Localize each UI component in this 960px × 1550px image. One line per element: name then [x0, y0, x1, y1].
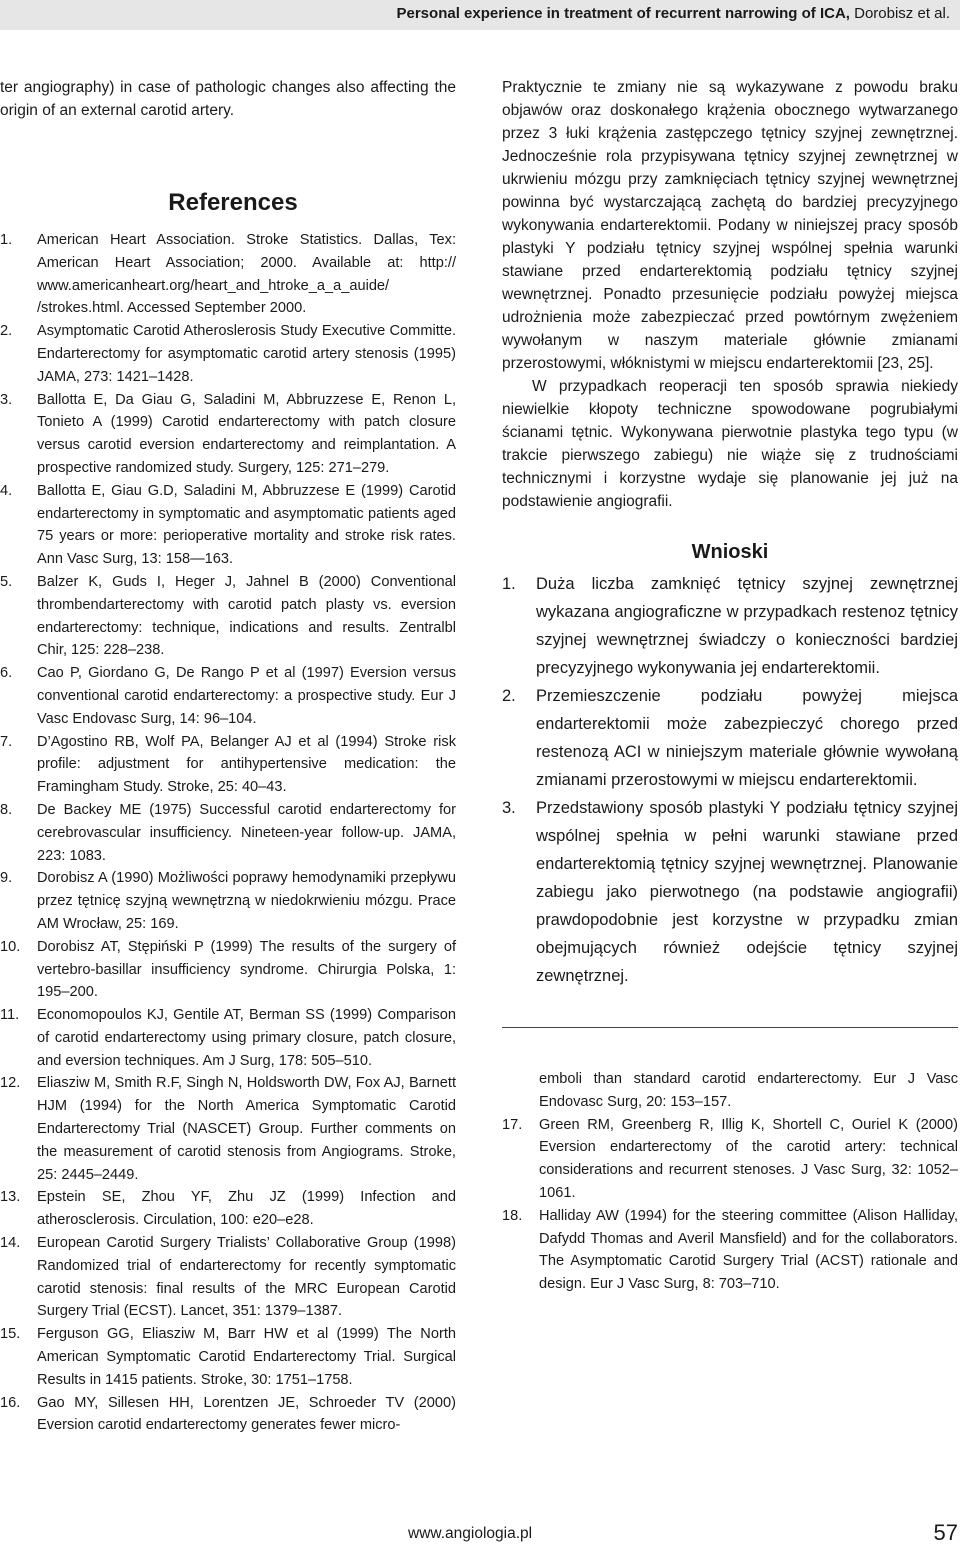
reference-number: 15.	[0, 1326, 21, 1343]
running-title-text: Personal experience in treatment of recurrent narrowing of	[396, 5, 820, 22]
reference-number: 18.	[502, 1207, 523, 1224]
references-list	[0, 229, 456, 1437]
reference-text: Epstein SE, Zhou YF, Zhu JZ (1999) Infection and atherosclerosis. Circulation, 100: e20–e28.	[37, 1189, 456, 1229]
reference-number: 4.	[0, 482, 13, 499]
reference-item	[0, 867, 456, 935]
reference-text: Asymptomatic Carotid Atheroslerosis Study Executive Committe. Endarterectomy for asymptomatic carotid artery stenosis (1995) JAMA, 273: 1421–1428.	[37, 323, 456, 385]
body-paragraph-2: W przypadkach reoperacji ten sposób sprawia niekiedy niewielkie kłopoty techniczne spowodowane pogrubiałymi ścianami tętnic. Wykonywana pierwotnie plastyka tego typu (w trakcie pierwszego zabiegu) nie wiąże się z trudnościami technicznymi i korzystne wydaje się planowanie jej już na podstawienie angiografii.	[502, 378, 958, 510]
reference-number: 1.	[0, 232, 13, 248]
reference-item	[0, 229, 456, 320]
reference-number: 10.	[0, 938, 21, 955]
left-column	[0, 76, 456, 1437]
reference-item	[0, 1004, 456, 1072]
reference-item	[0, 480, 456, 571]
reference-text: Ballotta E, Giau G.D, Saladini M, Abbruzzese E (1999) Carotid endarterectomy in symptomatic and asymptomatic patients aged 75 years or more: perioperative mortality and stroke risk rates. Ann Vasc Surg, 13: 158—163.	[37, 482, 456, 568]
reference-item	[502, 1068, 958, 1114]
conclusions-heading: Wnioski	[691, 541, 769, 563]
reference-number: 17.	[502, 1116, 523, 1133]
conclusions-list	[502, 570, 958, 990]
reference-text: Ballotta E, Da Giau G, Saladini M, Abbruzzese E, Renon L, Tonieto A (1999) Carotid endarterectomy with patch closure versus carotid eversion endarterectomy and reimplantation. A prospective randomized study. Surgery, 125: 271–279.	[37, 391, 456, 476]
reference-text: Cao P, Giordano G, De Rango P et al (1997) Eversion versus conventional carotid endarterectomy: a prospective study. Eur J Vasc Endovasc Surg, 14: 96–104.	[37, 665, 456, 727]
reference-item	[0, 1232, 456, 1323]
references-heading: References	[168, 189, 298, 216]
conclusion-item	[502, 570, 958, 682]
running-title-authors: Dorobisz et al.	[854, 5, 950, 22]
running-title-ica: ICA,	[819, 5, 855, 22]
reference-number: 6.	[0, 665, 13, 682]
reference-text: Eliasziw M, Smith R.F, Singh N, Holdsworth DW, Fox AJ, Barnett HJM (1994) for the North America Symptomatic Carotid Endarterectomy Trial (NASCET) Group. Further comments on the measurement of carotid stenosis from Angiograms. Stroke, 25: 2445–2449.	[37, 1075, 456, 1183]
reference-text: Economopoulos KJ, Gentile AT, Berman SS (1999) Comparison of carotid endarterectomy using primary closure, patch closure, and eversion techniques. Am J Surg, 178: 505–510.	[37, 1007, 456, 1069]
reference-item	[0, 1392, 456, 1438]
reference-number: 8.	[0, 801, 13, 818]
references-list-continued	[502, 1068, 958, 1296]
reference-text: De Backey ME (1975) Successful carotid endarterectomy for cerebrovascular insufficiency. Nineteen-year follow-up. JAMA, 223: 1083.	[37, 801, 456, 864]
conclusion-text: Przedstawiony sposób plastyki Y podziału tętnicy szyjnej wspólnej spełnia w pełni warunki stawiane przed endarterektomią tętnicy szyjnej wewnętrznej. Planowanie zabiegu jako pierwotnego (na podstawie angiografii) prawdopodobnie jest korzystne w przypadku zmian obejmujących również odejście tętnicy szyjnej zewnętrznej.	[536, 799, 958, 985]
conclusion-text: Duża liczba zamknięć tętnicy szyjnej zewnętrznej wykazana angiograficzne w przypadkach restenoz tętnicy szyjnej wewnętrznej świadczy o konieczności bardziej precyzyjnego wykonywania jej endarterektomii.	[536, 575, 958, 677]
reference-text: emboli than standard carotid endarterectomy. Eur J Vasc Endovasc Surg, 20: 153–157.	[539, 1071, 958, 1110]
section-divider	[502, 1027, 958, 1028]
reference-text: Green RM, Greenberg R, Illig K, Shortell C, Ouriel K (2000) Eversion endarterectomy of the carotid artery: technical considerations and recurrent stenoses. J Vasc Surg, 32: 1052–1061.	[539, 1116, 958, 1201]
reference-number: 12.	[0, 1075, 21, 1092]
reference-item	[0, 1072, 456, 1186]
reference-text: Ferguson GG, Eliasziw M, Barr HW et al (1999) The North American Symptomatic Carotid Endarterectomy Trial. Surgical Results in 1415 patients. Stroke, 30: 1751–1758.	[37, 1326, 456, 1388]
reference-number: 13.	[0, 1189, 21, 1206]
conclusion-item	[502, 682, 958, 794]
journal-url-link[interactable]: www.angiologia.pl	[408, 1525, 533, 1542]
body-paragraph-1: Praktycznie te zmiany nie są wykazywane z powodu braku objawów oraz doskonałego krążenia obocznego wytwarzanego przez 3 łuki krążenia zastępczego tętnicy szyjnej zewnętrznej. Jednocześnie rola przypisywana tętnicy szyjnej zewnętrznej w ukrwieniu mózgu przy zamknięciach tętnicy szyjnej wewnętrznej powinna być wystarczającą zachętą do bardziej precyzyjnego wykonywania endarterektomii. Podany w niniejszej pracy sposób plastyki Y podziału tętnicy szyjnej wspólnej spełnia warunki stawiane przed endarterektomią podziału tętnicy szyjnej wewnętrznej. Ponadto przesunięcie podziału powyżej miejsca udrożnienia może zabezpieczać przed powtórnym zwężeniem wywołanym w naszym materiale głównie zmianami przerostowymi, włóknistymi w miejscu endarterektomii [23, 25].	[502, 79, 958, 372]
reference-number: 14.	[0, 1235, 21, 1252]
reference-number: 3.	[0, 391, 13, 408]
reference-item	[0, 389, 456, 480]
reference-number: 2.	[0, 323, 13, 340]
reference-item	[502, 1205, 958, 1296]
reference-text: Dorobisz A (1990) Możliwości poprawy hemodynamiki przepływu przez tętnicę szyjną wewnętrzną w niedokrwieniu mózgu. Prace AM Wrocław, 25: 169.	[37, 870, 456, 932]
right-column	[502, 76, 958, 1296]
page-number: 57	[933, 1520, 958, 1545]
reference-text: D’Agostino RB, Wolf PA, Belanger AJ et al (1994) Stroke risk profile: adjustment for antihypertensive medication: the Framingham Study. Stroke, 25: 40–43.	[37, 733, 456, 796]
running-title	[397, 5, 951, 22]
conclusion-item	[502, 794, 958, 990]
reference-item	[0, 571, 456, 662]
reference-item	[0, 799, 456, 867]
reference-number: 7.	[0, 733, 13, 750]
reference-text: European Carotid Surgery Trialists’ Collaborative Group (1998) Randomized trial of endarterectomy for recently symptomatic carotid stenosis: final results of the MRC European Carotid Surgery Trial (ECST). Lancet, 351: 1379–1387.	[37, 1235, 456, 1320]
reference-item	[0, 731, 456, 799]
reference-number	[502, 1068, 539, 1114]
reference-text: Gao MY, Sillesen HH, Lorentzen JE, Schroeder TV (2000) Eversion carotid endarterectomy generates fewer micro-	[37, 1394, 456, 1434]
reference-number: 9.	[0, 870, 13, 887]
reference-item	[0, 1186, 456, 1232]
reference-number: 16.	[0, 1394, 21, 1411]
reference-text: Balzer K, Guds I, Heger J, Jahnel B (2000) Conventional thrombendarterectomy with carotid patch plasty vs. eversion endarterectomy: technique, indications and results. Zentralbl Chir, 125: 228–238.	[37, 573, 456, 659]
reference-item	[0, 662, 456, 730]
conclusion-number: 2.	[502, 687, 516, 705]
reference-number: 11.	[0, 1007, 20, 1024]
conclusion-number: 1.	[502, 575, 516, 593]
reference-item	[0, 1323, 456, 1391]
reference-text: Halliday AW (1994) for the steering committee (Alison Halliday, Dafydd Thomas and Averil Mansfield) and for the collaborators. The Asymptomatic Carotid Surgery Trial (ACST) rationale and design. Eur J Vasc Surg, 8: 703–710.	[539, 1207, 958, 1293]
reference-text: Dorobisz AT, Stępiński P (1999) The results of the surgery of vertebro-basillar insufficiency syndrome. Chirurgia Polska, 1: 195–200.	[37, 938, 456, 1001]
reference-number: 5.	[0, 573, 13, 590]
conclusion-number: 3.	[502, 799, 516, 817]
reference-item	[502, 1114, 958, 1205]
reference-item	[0, 320, 456, 388]
reference-item	[0, 936, 456, 1004]
reference-text: American Heart Association. Stroke Statistics. Dallas, Tex: American Heart Association; 2000. Available at: http:// www.americanheart.org/heart_and_htroke_a_a_auide/ /strokes.html. Accessed September 2000.	[37, 232, 456, 317]
running-header	[0, 0, 960, 30]
intro-paragraph: ter angiography) in case of pathologic changes also affecting the origin of an external carotid artery.	[0, 79, 456, 119]
conclusion-text: Przemieszczenie podziału powyżej miejsca endarterektomii może zabezpieczyć chorego przed restenozą ACI w niniejszym materiale głównie wywołaną zmianami przerostowymi w miejscu endarterektomii.	[536, 687, 958, 789]
